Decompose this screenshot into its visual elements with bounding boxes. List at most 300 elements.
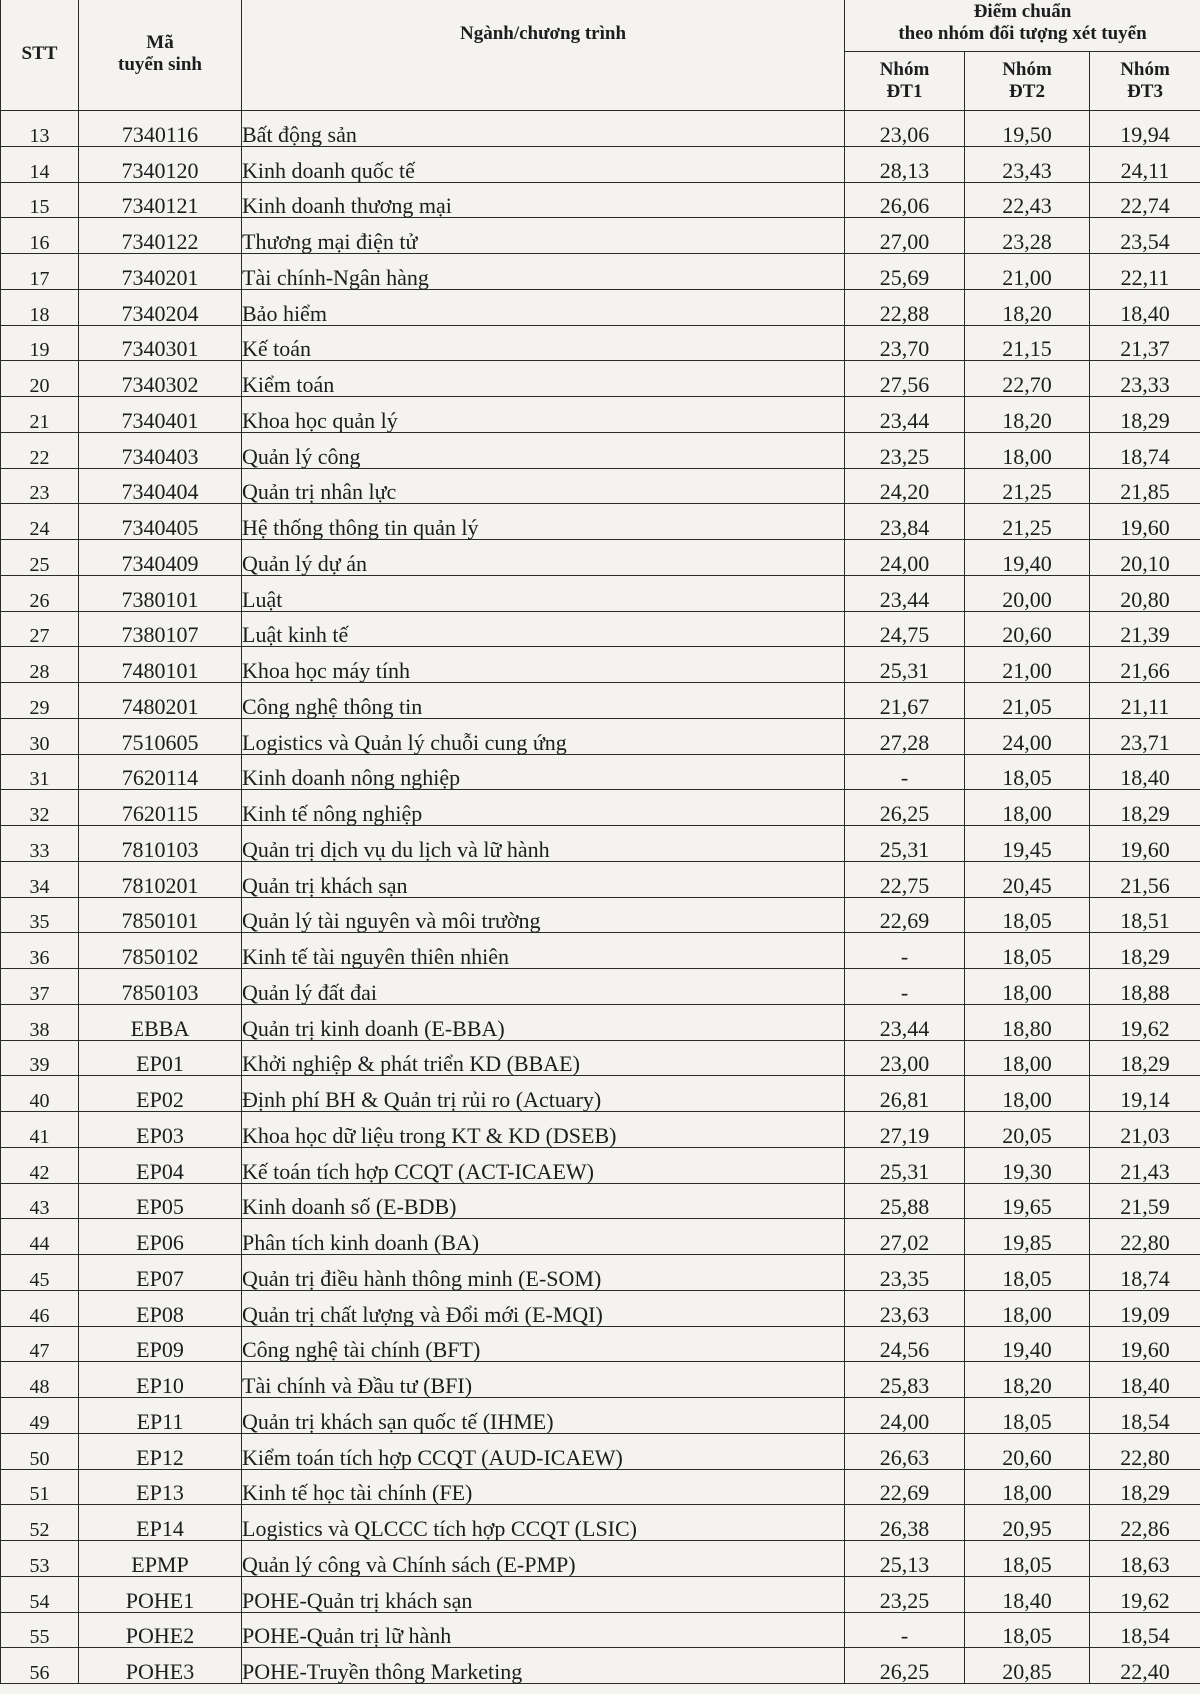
table-row <box>1 1183 1200 1219</box>
row-stt: 43 <box>1 1183 79 1219</box>
row-program-name: Quản trị nhân lực <box>242 468 845 504</box>
row-admission-code: EP03 <box>79 1112 242 1148</box>
row-score-dt2: 24,00 <box>965 718 1090 754</box>
row-stt: 52 <box>1 1505 79 1541</box>
row-score-dt2: 19,45 <box>965 826 1090 862</box>
table-row <box>1 1326 1200 1362</box>
row-program-name: Logistics và QLCCC tích hợp CCQT (LSIC) <box>242 1505 845 1541</box>
row-admission-code: EP11 <box>79 1398 242 1434</box>
table-row <box>1 111 1200 147</box>
row-score-dt1: 23,35 <box>845 1255 965 1291</box>
row-score-dt2: 21,25 <box>965 468 1090 504</box>
row-score-dt2: 21,15 <box>965 325 1090 361</box>
row-score-dt2: 20,95 <box>965 1505 1090 1541</box>
row-stt: 13 <box>1 111 79 147</box>
row-program-name: Kinh doanh thương mại <box>242 182 845 218</box>
header-group-dt2 <box>965 52 1090 111</box>
row-stt: 50 <box>1 1433 79 1469</box>
header-admission-code <box>79 0 242 111</box>
row-score-dt3: 18,40 <box>1090 754 1200 790</box>
row-score-dt1: 27,28 <box>845 718 965 754</box>
table-row <box>1 1433 1200 1469</box>
table-row <box>1 897 1200 933</box>
row-score-dt1: 23,06 <box>845 111 965 147</box>
row-score-dt1: - <box>845 933 965 969</box>
row-program-name: Quản trị điều hành thông minh (E-SOM) <box>242 1255 845 1291</box>
row-score-dt3: 21,11 <box>1090 683 1200 719</box>
row-score-dt3: 18,40 <box>1090 1362 1200 1398</box>
table-row <box>1 790 1200 826</box>
row-score-dt3: 19,94 <box>1090 111 1200 147</box>
row-score-dt3: 24,11 <box>1090 146 1200 182</box>
row-program-name: Quản lý công và Chính sách (E-PMP) <box>242 1541 845 1577</box>
row-score-dt1: 24,75 <box>845 611 965 647</box>
row-score-dt3: 18,54 <box>1090 1612 1200 1648</box>
row-program-name: POHE-Truyền thông Marketing <box>242 1648 845 1684</box>
table-row <box>1 361 1200 397</box>
row-score-dt3: 18,51 <box>1090 897 1200 933</box>
row-score-dt3: 20,10 <box>1090 540 1200 576</box>
row-score-dt1: 28,13 <box>845 146 965 182</box>
table-row <box>1 1505 1200 1541</box>
row-program-name: Hệ thống thông tin quản lý <box>242 504 845 540</box>
header-score-line1: Điểm chuẩn <box>973 1 1072 23</box>
table-row <box>1 182 1200 218</box>
row-admission-code: 7340204 <box>79 289 242 325</box>
row-score-dt2: 18,20 <box>965 1362 1090 1398</box>
row-program-name: Quản trị kinh doanh (E-BBA) <box>242 1004 845 1040</box>
row-score-dt1: 25,31 <box>845 647 965 683</box>
row-program-name: Luật kinh tế <box>242 611 845 647</box>
row-admission-code: 7340122 <box>79 218 242 254</box>
table-row <box>1 933 1200 969</box>
row-stt: 20 <box>1 361 79 397</box>
row-admission-code: EP09 <box>79 1326 242 1362</box>
group-label: Nhóm <box>879 59 930 81</box>
row-admission-code: EP08 <box>79 1290 242 1326</box>
row-score-dt3: 22,74 <box>1090 182 1200 218</box>
row-stt: 34 <box>1 861 79 897</box>
header-cutoff-score <box>845 0 1200 52</box>
row-program-name: Kiểm toán <box>242 361 845 397</box>
row-program-name: Bất động sản <box>242 111 845 147</box>
row-admission-code: 7510605 <box>79 718 242 754</box>
row-score-dt3: 18,29 <box>1090 1040 1200 1076</box>
row-program-name: Quản trị chất lượng và Đổi mới (E-MQI) <box>242 1290 845 1326</box>
table-row <box>1 504 1200 540</box>
row-score-dt1: 24,00 <box>845 540 965 576</box>
table-row <box>1 254 1200 290</box>
row-score-dt1: - <box>845 969 965 1005</box>
table-row <box>1 1469 1200 1505</box>
row-score-dt3: 22,80 <box>1090 1219 1200 1255</box>
row-stt: 23 <box>1 468 79 504</box>
row-score-dt2: 19,40 <box>965 1326 1090 1362</box>
row-stt: 45 <box>1 1255 79 1291</box>
row-program-name: Kinh doanh số (E-BDB) <box>242 1183 845 1219</box>
table-row <box>1 468 1200 504</box>
row-score-dt3: 21,56 <box>1090 861 1200 897</box>
table-row <box>1 1147 1200 1183</box>
row-admission-code: EP01 <box>79 1040 242 1076</box>
row-admission-code: EPMP <box>79 1541 242 1577</box>
row-stt: 39 <box>1 1040 79 1076</box>
row-program-name: Quản lý tài nguyên và môi trường <box>242 897 845 933</box>
row-score-dt3: 18,54 <box>1090 1398 1200 1434</box>
row-stt: 38 <box>1 1004 79 1040</box>
row-program-name: Kiểm toán tích hợp CCQT (AUD-ICAEW) <box>242 1433 845 1469</box>
row-score-dt1: 23,44 <box>845 397 965 433</box>
row-program-name: Kinh doanh quốc tế <box>242 146 845 182</box>
row-admission-code: 7340405 <box>79 504 242 540</box>
row-stt: 33 <box>1 826 79 862</box>
table-row <box>1 1612 1200 1648</box>
table-row <box>1 1004 1200 1040</box>
table-row <box>1 718 1200 754</box>
table-row <box>1 1040 1200 1076</box>
row-score-dt1: 23,25 <box>845 432 965 468</box>
row-score-dt2: 23,28 <box>965 218 1090 254</box>
row-score-dt2: 22,43 <box>965 182 1090 218</box>
row-score-dt1: 23,63 <box>845 1290 965 1326</box>
row-score-dt2: 20,05 <box>965 1112 1090 1148</box>
row-program-name: Định phí BH & Quản trị rủi ro (Actuary) <box>242 1076 845 1112</box>
table-row <box>1 1362 1200 1398</box>
row-admission-code: 7340401 <box>79 397 242 433</box>
row-stt: 32 <box>1 790 79 826</box>
row-score-dt3: 19,09 <box>1090 1290 1200 1326</box>
row-program-name: Luật <box>242 575 845 611</box>
row-stt: 19 <box>1 325 79 361</box>
header-group-dt1 <box>845 52 965 111</box>
row-program-name: Quản lý công <box>242 432 845 468</box>
header-code-line2: tuyển sinh <box>118 53 202 75</box>
row-score-dt3: 21,85 <box>1090 468 1200 504</box>
row-stt: 56 <box>1 1648 79 1684</box>
row-stt: 14 <box>1 146 79 182</box>
row-admission-code: EP02 <box>79 1076 242 1112</box>
row-admission-code: 7340301 <box>79 325 242 361</box>
row-score-dt1: 25,69 <box>845 254 965 290</box>
table-row <box>1 754 1200 790</box>
row-admission-code: EP14 <box>79 1505 242 1541</box>
row-program-name: Khoa học quản lý <box>242 397 845 433</box>
group-label: Nhóm <box>1120 59 1170 81</box>
row-score-dt2: 20,85 <box>965 1648 1090 1684</box>
row-score-dt3: 21,39 <box>1090 611 1200 647</box>
group-code: ĐT2 <box>1009 81 1045 102</box>
row-score-dt2: 18,05 <box>965 1612 1090 1648</box>
table-row <box>1 432 1200 468</box>
row-stt: 48 <box>1 1362 79 1398</box>
row-stt: 26 <box>1 575 79 611</box>
header-code-line1: Mã <box>146 31 174 53</box>
row-score-dt1: 26,06 <box>845 182 965 218</box>
row-admission-code: EP07 <box>79 1255 242 1291</box>
group-code: ĐT1 <box>886 81 923 102</box>
row-score-dt1: 22,88 <box>845 289 965 325</box>
row-score-dt2: 19,30 <box>965 1147 1090 1183</box>
row-admission-code: EBBA <box>79 1004 242 1040</box>
row-stt: 44 <box>1 1219 79 1255</box>
row-admission-code: 7850103 <box>79 969 242 1005</box>
row-score-dt1: 27,56 <box>845 361 965 397</box>
row-score-dt2: 18,80 <box>965 1004 1090 1040</box>
row-score-dt3: 18,63 <box>1090 1541 1200 1577</box>
table-row <box>1 575 1200 611</box>
row-stt: 25 <box>1 540 79 576</box>
row-score-dt1: 26,38 <box>845 1505 965 1541</box>
row-admission-code: POHE2 <box>79 1612 242 1648</box>
row-score-dt2: 18,05 <box>965 754 1090 790</box>
table-row <box>1 1648 1200 1684</box>
row-admission-code: POHE1 <box>79 1576 242 1612</box>
row-score-dt1: - <box>845 1612 965 1648</box>
row-program-name: Kế toán <box>242 325 845 361</box>
row-score-dt2: 21,00 <box>965 647 1090 683</box>
table-row <box>1 826 1200 862</box>
row-score-dt1: 22,75 <box>845 861 965 897</box>
row-program-name: Quản trị khách sạn quốc tế (IHME) <box>242 1398 845 1434</box>
row-stt: 36 <box>1 933 79 969</box>
row-admission-code: 7340121 <box>79 182 242 218</box>
row-score-dt3: 19,60 <box>1090 1326 1200 1362</box>
row-program-name: Quản lý đất đai <box>242 969 845 1005</box>
row-stt: 15 <box>1 182 79 218</box>
row-stt: 53 <box>1 1541 79 1577</box>
row-admission-code: 7340404 <box>79 468 242 504</box>
row-admission-code: 7480201 <box>79 683 242 719</box>
row-score-dt3: 23,54 <box>1090 218 1200 254</box>
row-admission-code: EP06 <box>79 1219 242 1255</box>
row-score-dt2: 21,05 <box>965 683 1090 719</box>
row-score-dt1: 25,83 <box>845 1362 965 1398</box>
row-score-dt2: 18,05 <box>965 1255 1090 1291</box>
row-stt: 42 <box>1 1147 79 1183</box>
row-stt: 27 <box>1 611 79 647</box>
row-score-dt1: 26,25 <box>845 790 965 826</box>
row-stt: 30 <box>1 718 79 754</box>
row-score-dt1: 22,69 <box>845 1469 965 1505</box>
row-score-dt3: 22,40 <box>1090 1648 1200 1684</box>
row-stt: 35 <box>1 897 79 933</box>
table-row <box>1 1112 1200 1148</box>
row-admission-code: 7620114 <box>79 754 242 790</box>
row-score-dt1: 27,02 <box>845 1219 965 1255</box>
row-score-dt1: 24,00 <box>845 1398 965 1434</box>
row-admission-code: 7850101 <box>79 897 242 933</box>
group-label: Nhóm <box>1002 59 1052 81</box>
header-score-line2: theo nhóm đối tượng xét tuyển <box>898 23 1147 44</box>
row-admission-code: EP10 <box>79 1362 242 1398</box>
row-score-dt1: 23,25 <box>845 1576 965 1612</box>
table-row <box>1 969 1200 1005</box>
row-program-name: Khởi nghiệp & phát triển KD (BBAE) <box>242 1040 845 1076</box>
row-score-dt2: 18,00 <box>965 1040 1090 1076</box>
row-score-dt2: 19,85 <box>965 1219 1090 1255</box>
row-score-dt3: 18,74 <box>1090 432 1200 468</box>
row-stt: 37 <box>1 969 79 1005</box>
row-stt: 47 <box>1 1326 79 1362</box>
row-score-dt1: 23,84 <box>845 504 965 540</box>
row-score-dt2: 18,20 <box>965 397 1090 433</box>
row-score-dt2: 20,45 <box>965 861 1090 897</box>
row-score-dt3: 22,80 <box>1090 1433 1200 1469</box>
row-score-dt2: 18,00 <box>965 432 1090 468</box>
table-row <box>1 1219 1200 1255</box>
row-score-dt1: 27,19 <box>845 1112 965 1148</box>
row-score-dt1: 23,44 <box>845 575 965 611</box>
row-score-dt3: 19,60 <box>1090 504 1200 540</box>
row-score-dt1: 24,56 <box>845 1326 965 1362</box>
row-admission-code: 7810103 <box>79 826 242 862</box>
row-program-name: POHE-Quản trị khách sạn <box>242 1576 845 1612</box>
table-row <box>1 1576 1200 1612</box>
row-score-dt3: 20,80 <box>1090 575 1200 611</box>
row-score-dt1: 25,88 <box>845 1183 965 1219</box>
row-score-dt1: - <box>845 754 965 790</box>
table-row <box>1 1255 1200 1291</box>
row-admission-code: EP04 <box>79 1147 242 1183</box>
row-score-dt2: 18,00 <box>965 969 1090 1005</box>
row-program-name: Công nghệ tài chính (BFT) <box>242 1326 845 1362</box>
row-score-dt2: 21,00 <box>965 254 1090 290</box>
table-row <box>1 1076 1200 1112</box>
row-admission-code: 7380107 <box>79 611 242 647</box>
row-score-dt3: 19,62 <box>1090 1004 1200 1040</box>
row-program-name: Logistics và Quản lý chuỗi cung ứng <box>242 718 845 754</box>
row-score-dt2: 18,05 <box>965 897 1090 933</box>
header-stt: STT <box>1 0 79 111</box>
table-row <box>1 289 1200 325</box>
row-score-dt1: 26,63 <box>845 1433 965 1469</box>
row-program-name: Thương mại điện tử <box>242 218 845 254</box>
row-score-dt3: 19,60 <box>1090 826 1200 862</box>
group-code: ĐT3 <box>1127 81 1163 102</box>
table-row <box>1 1541 1200 1577</box>
row-score-dt1: 25,13 <box>845 1541 965 1577</box>
row-score-dt2: 18,00 <box>965 1076 1090 1112</box>
row-score-dt3: 21,43 <box>1090 1147 1200 1183</box>
row-score-dt3: 21,59 <box>1090 1183 1200 1219</box>
row-program-name: POHE-Quản trị lữ hành <box>242 1612 845 1648</box>
row-admission-code: 7340201 <box>79 254 242 290</box>
row-score-dt2: 18,00 <box>965 1469 1090 1505</box>
row-score-dt2: 18,05 <box>965 1541 1090 1577</box>
row-stt: 18 <box>1 289 79 325</box>
table-row <box>1 1398 1200 1434</box>
row-score-dt3: 19,14 <box>1090 1076 1200 1112</box>
table-row <box>1 683 1200 719</box>
header-program: Ngành/chương trình <box>242 0 845 111</box>
row-score-dt3: 19,62 <box>1090 1576 1200 1612</box>
row-program-name: Công nghệ thông tin <box>242 683 845 719</box>
row-score-dt2: 23,43 <box>965 146 1090 182</box>
row-program-name: Kinh tế nông nghiệp <box>242 790 845 826</box>
table-body <box>1 111 1200 1684</box>
row-admission-code: 7380101 <box>79 575 242 611</box>
row-score-dt1: 27,00 <box>845 218 965 254</box>
row-score-dt1: 24,20 <box>845 468 965 504</box>
row-stt: 24 <box>1 504 79 540</box>
table-row <box>1 397 1200 433</box>
row-stt: 21 <box>1 397 79 433</box>
row-admission-code: 7850102 <box>79 933 242 969</box>
row-score-dt2: 20,60 <box>965 1433 1090 1469</box>
table-row <box>1 218 1200 254</box>
row-stt: 17 <box>1 254 79 290</box>
row-program-name: Quản lý dự án <box>242 540 845 576</box>
row-program-name: Tài chính và Đầu tư (BFI) <box>242 1362 845 1398</box>
row-score-dt3: 18,88 <box>1090 969 1200 1005</box>
row-score-dt2: 19,40 <box>965 540 1090 576</box>
row-score-dt1: 26,81 <box>845 1076 965 1112</box>
row-program-name: Kế toán tích hợp CCQT (ACT-ICAEW) <box>242 1147 845 1183</box>
row-program-name: Quản trị dịch vụ du lịch và lữ hành <box>242 826 845 862</box>
row-program-name: Quản trị khách sạn <box>242 861 845 897</box>
row-admission-code: 7340120 <box>79 146 242 182</box>
table-header <box>1 0 1200 111</box>
row-score-dt2: 21,25 <box>965 504 1090 540</box>
row-score-dt3: 18,29 <box>1090 397 1200 433</box>
row-admission-code: EP05 <box>79 1183 242 1219</box>
row-score-dt3: 22,11 <box>1090 254 1200 290</box>
row-stt: 54 <box>1 1576 79 1612</box>
row-score-dt2: 19,50 <box>965 111 1090 147</box>
row-stt: 40 <box>1 1076 79 1112</box>
row-score-dt2: 18,40 <box>965 1576 1090 1612</box>
row-program-name: Tài chính-Ngân hàng <box>242 254 845 290</box>
row-program-name: Khoa học dữ liệu trong KT & KD (DSEB) <box>242 1112 845 1148</box>
row-score-dt2: 20,00 <box>965 575 1090 611</box>
row-score-dt1: 23,00 <box>845 1040 965 1076</box>
row-score-dt2: 22,70 <box>965 361 1090 397</box>
row-score-dt2: 20,60 <box>965 611 1090 647</box>
row-score-dt3: 23,33 <box>1090 361 1200 397</box>
table-row <box>1 325 1200 361</box>
row-stt: 16 <box>1 218 79 254</box>
table-row <box>1 611 1200 647</box>
row-program-name: Bảo hiểm <box>242 289 845 325</box>
table-row <box>1 647 1200 683</box>
row-score-dt3: 23,71 <box>1090 718 1200 754</box>
row-stt: 51 <box>1 1469 79 1505</box>
row-score-dt3: 18,29 <box>1090 1469 1200 1505</box>
row-stt: 46 <box>1 1290 79 1326</box>
row-admission-code: 7340302 <box>79 361 242 397</box>
row-score-dt2: 18,05 <box>965 933 1090 969</box>
row-program-name: Khoa học máy tính <box>242 647 845 683</box>
row-stt: 41 <box>1 1112 79 1148</box>
row-score-dt1: 26,25 <box>845 1648 965 1684</box>
row-stt: 55 <box>1 1612 79 1648</box>
row-score-dt3: 21,37 <box>1090 325 1200 361</box>
row-admission-code: 7480101 <box>79 647 242 683</box>
row-score-dt3: 22,86 <box>1090 1505 1200 1541</box>
table-row <box>1 146 1200 182</box>
table-row <box>1 1290 1200 1326</box>
table-row <box>1 540 1200 576</box>
row-score-dt3: 21,66 <box>1090 647 1200 683</box>
row-program-name: Kinh tế tài nguyên thiên nhiên <box>242 933 845 969</box>
row-score-dt2: 18,20 <box>965 289 1090 325</box>
row-score-dt2: 18,05 <box>965 1398 1090 1434</box>
row-admission-code: POHE3 <box>79 1648 242 1684</box>
row-score-dt3: 18,29 <box>1090 790 1200 826</box>
row-admission-code: 7340403 <box>79 432 242 468</box>
row-score-dt1: 22,69 <box>845 897 965 933</box>
row-score-dt2: 18,00 <box>965 790 1090 826</box>
